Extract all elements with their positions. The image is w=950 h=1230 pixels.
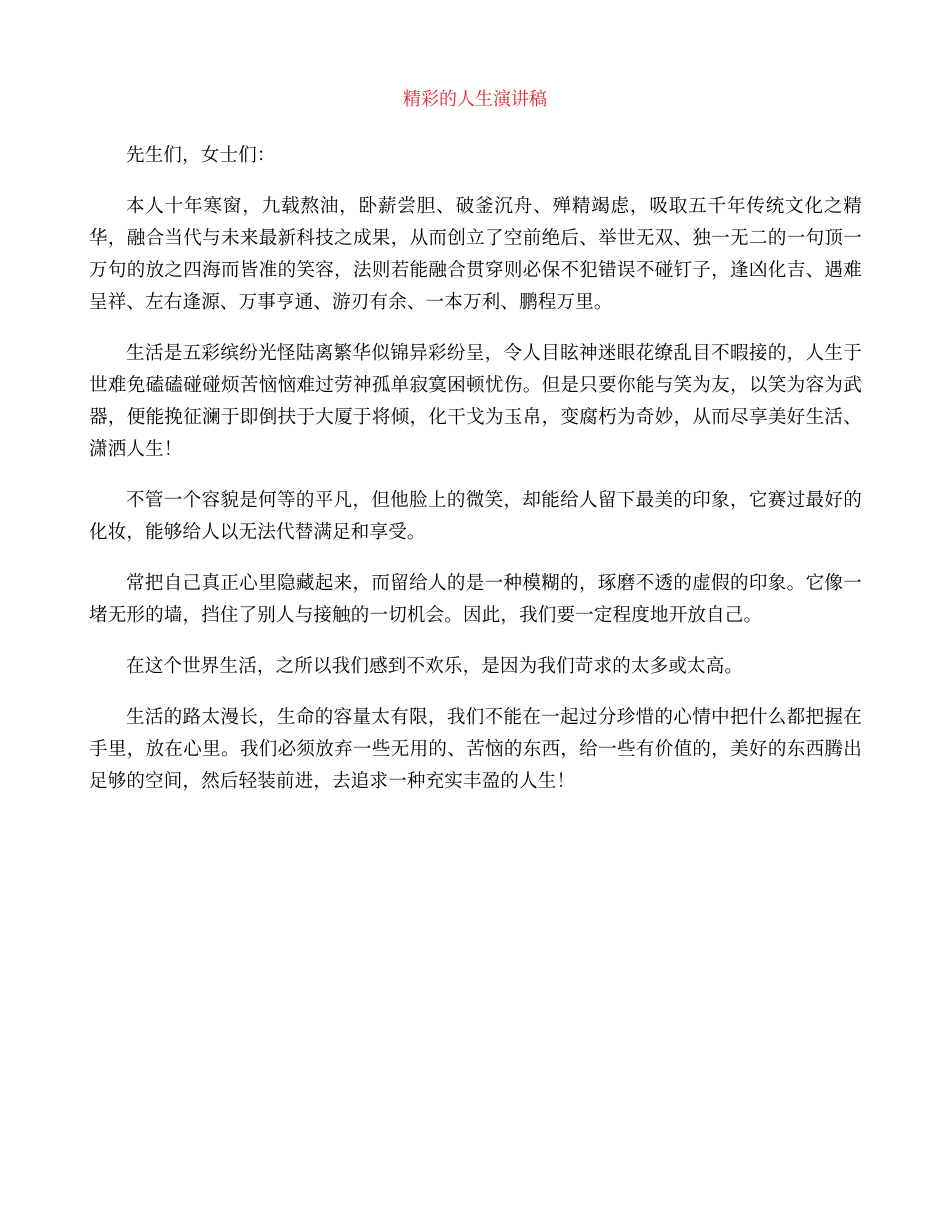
document-title: 精彩的人生演讲稿 [403, 89, 547, 110]
paragraph: 常把自己真正心里隐藏起来，而留给人的是一种模糊的，琢磨不透的虚假的印象。它像一堵无形的墙，挡住了别人与接触的一切机会。因此，我们要一定程度地开放自己。 [89, 573, 862, 626]
paragraph: 生活是五彩缤纷光怪陆离繁华似锦异彩纷呈，令人目眩神迷眼花缭乱目不暇接的，人生于世难免磕磕碰碰烦苦恼恼难过劳神孤单寂寞困顿忧伤。但是只要你能与笑为友，以笑为容为武器，便能挽征澜于即倒扶于大厦于将倾，化干戈为玉帛，变腐朽为奇妙，从而尽享美好生活、潇洒人生！ [89, 343, 862, 460]
paragraph-greeting: 先生们，女士们： [126, 145, 276, 166]
paragraph: 不管一个容貌是何等的平凡，但他脸上的微笑，却能给人留下最美的印象，它赛过最好的化妆，能够给人以无法代替满足和享受。 [89, 490, 862, 543]
paragraph: 在这个世界生活，之所以我们感到不欢乐，是因为我们苛求的太多或太高。 [126, 656, 744, 677]
paragraph: 生活的路太漫长，生命的容量太有限，我们不能在一起过分珍惜的心情中把什么都把握在手里，放在心里。我们必须放弃一些无用的、苦恼的东西，给一些有价值的，美好的东西腾出足够的空间，然后轻装前进，去追求一种充实丰盈的人生！ [89, 707, 862, 792]
document-body [89, 140, 862, 817]
paragraph: 本人十年寒窗，九载熬油，卧薪尝胆、破釜沉舟、殚精竭虑，吸取五千年传统文化之精华，融合当代与未来最新科技之成果，从而创立了空前绝后、举世无双、独一无二的一句顶一万句的放之四海而皆准的笑容，法则若能融合贯穿则必保不犯错误不碰钉子，逢凶化吉、遇难呈祥、左右逢源、万事亨通、游刃有余、一本万利、鹏程万里。 [89, 196, 862, 313]
